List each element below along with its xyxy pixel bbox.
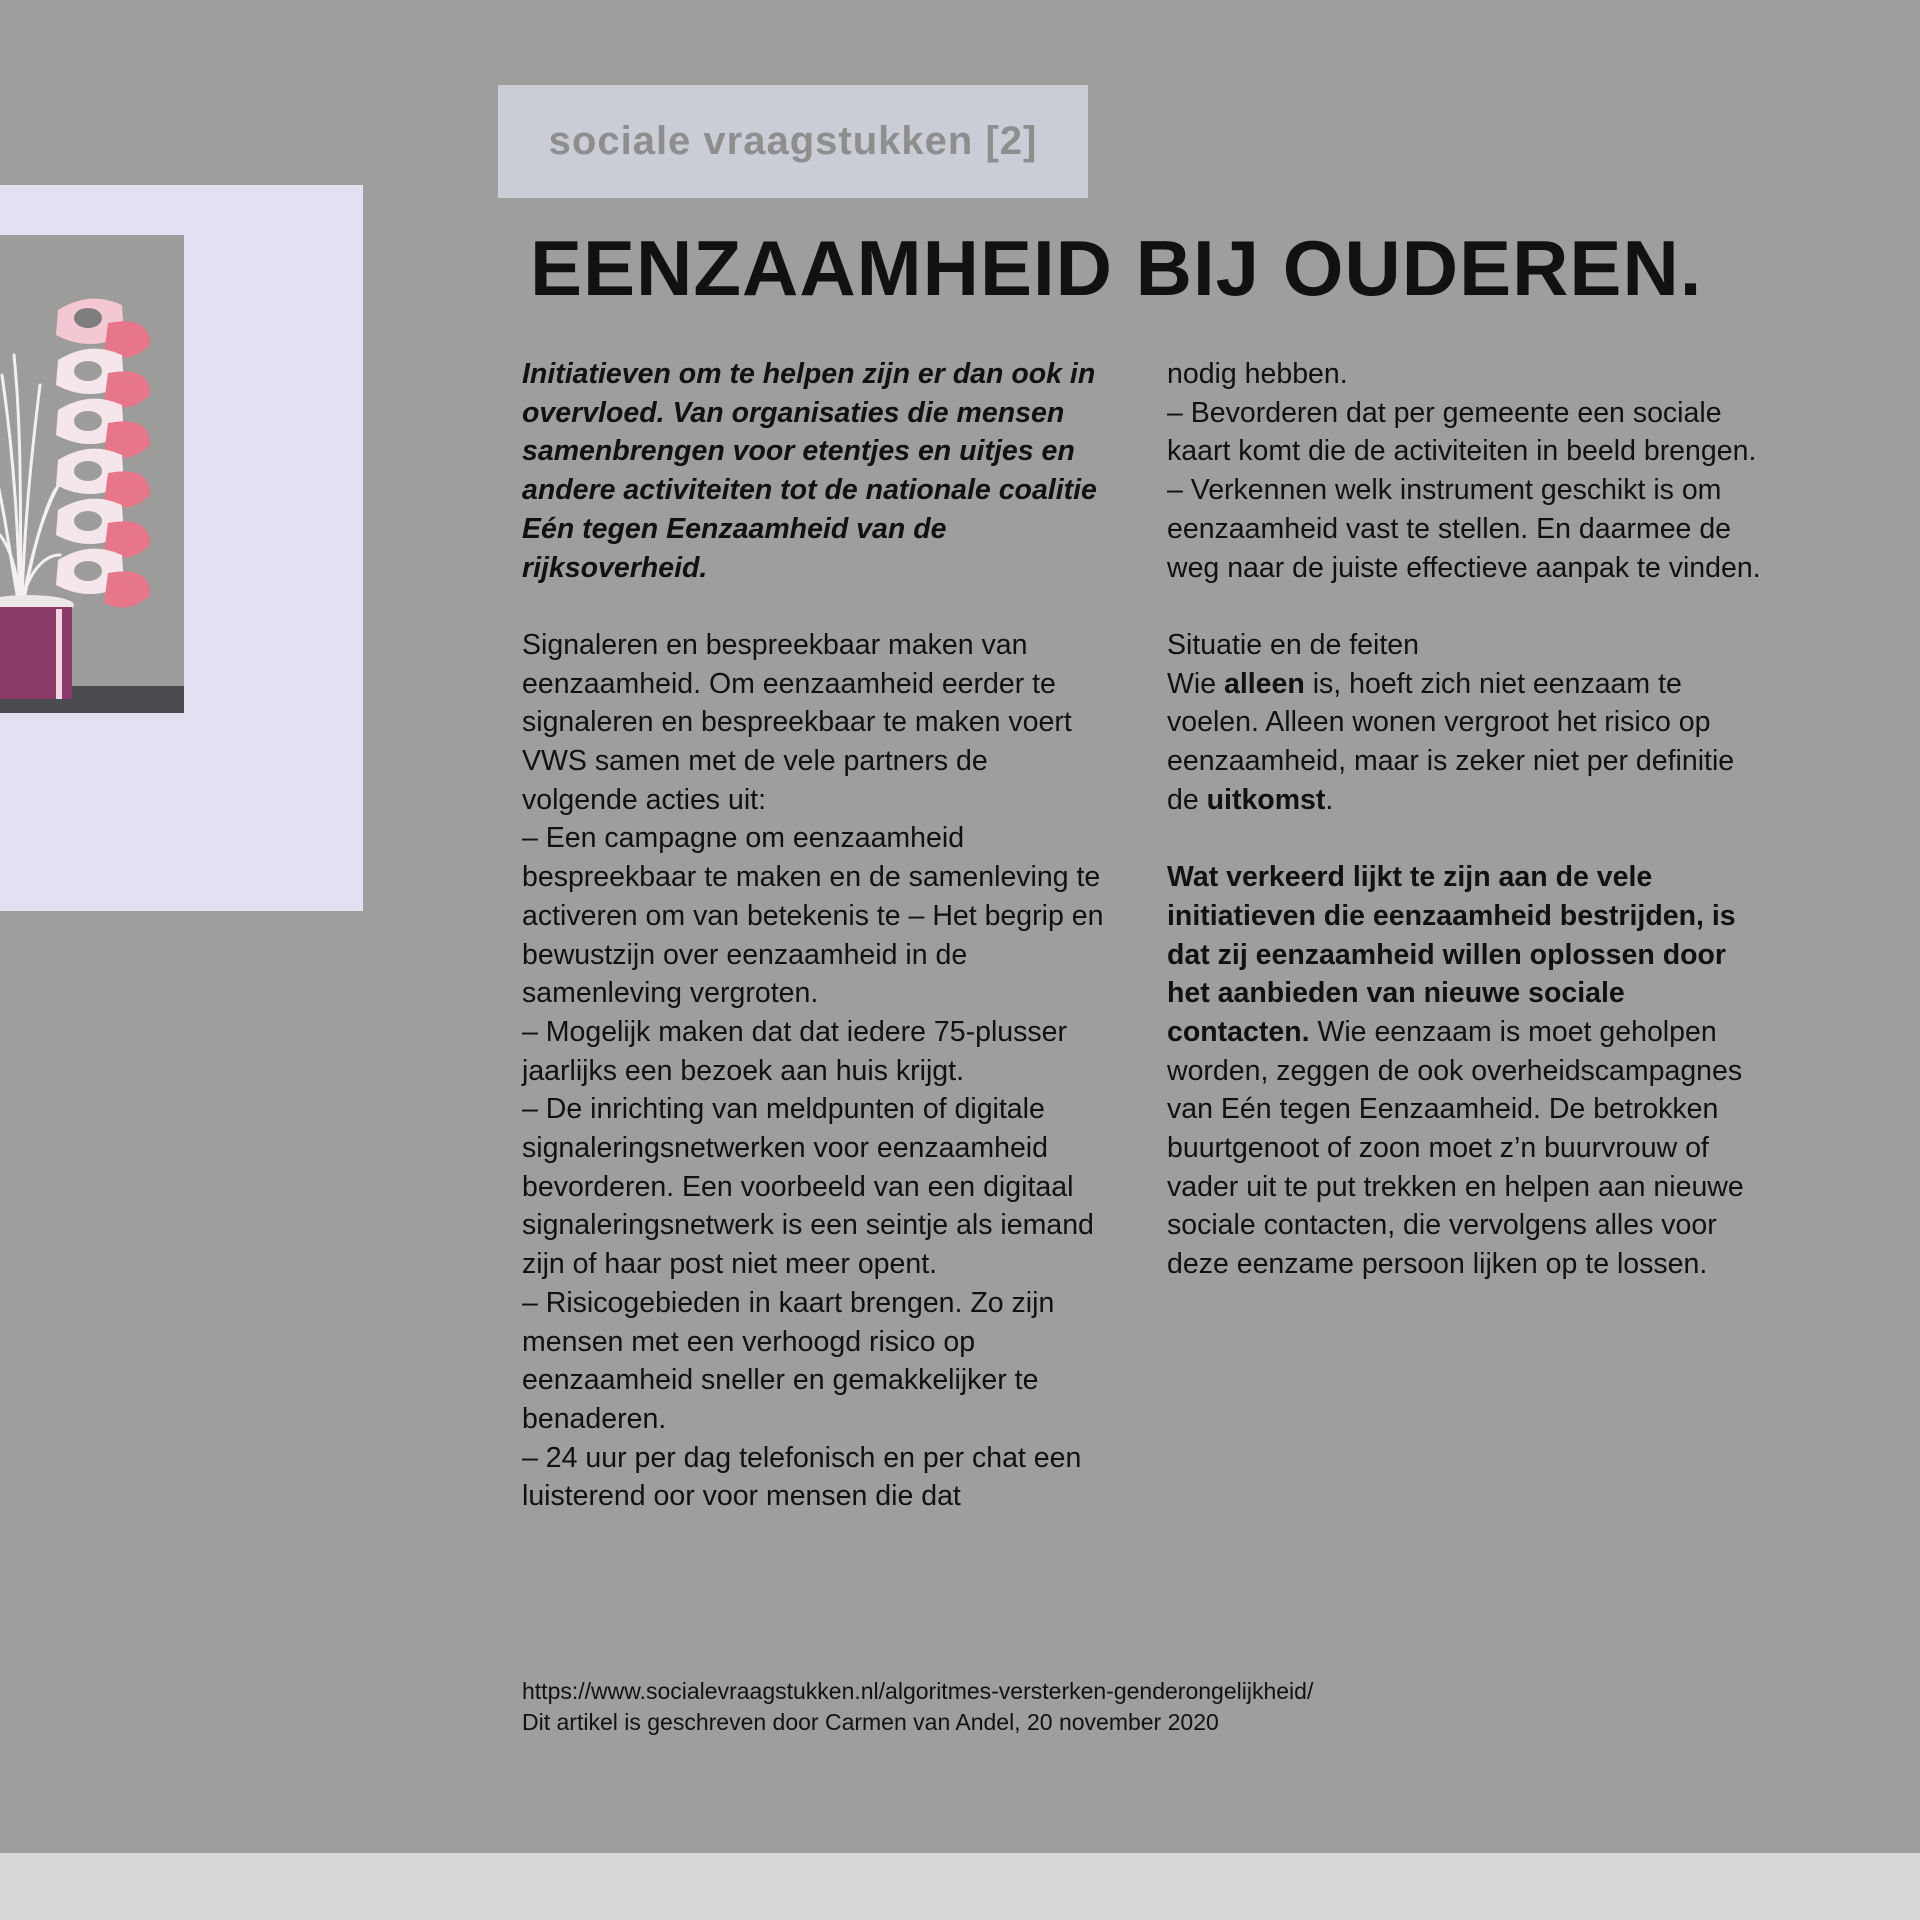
emphasis-uitkomst: uitkomst (1206, 783, 1326, 816)
footer-bar (0, 1853, 1920, 1920)
emphasis-alleen: alleen (1224, 667, 1305, 700)
closing-paragraph: Wat verkeerd lijkt te zijn aan de vele initiatieven die eenzaamheid bestrijden, is dat zij eenzaamheid willen oplossen door het aanbieden van nieuwe sociale contacten. Wie eenzaam is moet geholpen worden, zeggen de ook overheidscampagnes van Eén tegen Eenzaamheid. De betrokken buurtgenoot of zoon moet z’n buurvrouw of vader uit te put trekken en helpen aan nieuwe sociale contacten, die vervolgens alles voor deze eenzame persoon lijken op te lossen. (1167, 861, 1744, 1281)
closing-emphasis: Wat verkeerd lijkt te zijn aan de vele initiatieven die eenzaamheid bestrijden, is dat zij eenzaamheid willen oplossen door het aanbieden van nieuwe sociale contacten. (1167, 861, 1736, 1048)
source-url: https://www.socialevraagstukken.nl/algoritmes-versterken-genderongelijkheid/ (522, 1678, 1314, 1704)
article-paragraph: – 24 uur per dag telefonisch en per chat een luisterend oor voor mensen die dat (522, 1441, 1082, 1513)
section-heading: Situatie en de feiten (1167, 628, 1419, 661)
article-paragraph: – De inrichting van meldpunten of digitale signaleringsnetwerken voor eenzaamheid bevorderen. Een voorbeeld van een digitaal signaleringsnetwerk is een seintje als iemand zijn of haar post niet meer opent. (522, 1093, 1094, 1281)
article-title: EENZAAMHEID BIJ OUDEREN. (530, 224, 1703, 312)
article-paragraph: – Verkennen welk instrument geschikt is om eenzaamheid vast te stellen. En daarmee de weg naar de juiste effectieve aanpak te vinden. (1167, 474, 1761, 584)
situation-paragraph: Wie alleen is, hoeft zich niet eenzaam te voelen. Alleen wonen vergroot het risico op eenzaamheid, maar is zeker niet per definitie de uitkomst. (1167, 667, 1735, 816)
source-block (522, 1676, 1722, 1738)
byline: Dit artikel is geschreven door Carmen van Andel, 20 november 2020 (522, 1709, 1219, 1735)
article-paragraph: – Bevorderen dat per gemeente een sociale kaart komt die de activiteiten in beeld brengen. (1167, 396, 1757, 468)
category-tag (498, 85, 1088, 198)
article-paragraph: – Mogelijk maken dat dat iedere 75-plusser jaarlijks een bezoek aan huis krijgt. (522, 1015, 1067, 1087)
article-paragraph: – Een campagne om eenzaamheid bespreekbaar te maken en de samenleving te activeren om van betekenis te – Het begrip en bewustzijn over eenzaamheid in de samenleving vergroten. (522, 822, 1104, 1010)
article-paragraph: nodig hebben. (1167, 358, 1348, 390)
article-paragraph: Signaleren en bespreekbaar maken van eenzaamheid. Om eenzaamheid eerder te signaleren en bespreekbaar te maken voert VWS samen met de vele partners de volgende acties uit: (522, 628, 1072, 816)
article-lead: Initiatieven om te helpen zijn er dan ook in overvloed. Van organisaties die mensen samenbrengen voor etentjes en uitjes en andere activiteiten tot de nationale coalitie Eén tegen Eenzaamheid van de rijksoverheid. (522, 358, 1097, 584)
illustration-panel (0, 235, 184, 713)
category-tag-label: sociale vraagstukken [2] (548, 119, 1038, 163)
article-column-left (522, 355, 1107, 1516)
article-column-right (1167, 355, 1767, 1284)
illustration-frame (0, 185, 363, 911)
plant-illustration-icon (0, 235, 184, 713)
article-paragraph: – Risicogebieden in kaart brengen. Zo zijn mensen met een verhoogd risico op eenzaamheid sneller en gemakkelijker te benaderen. (522, 1286, 1055, 1435)
